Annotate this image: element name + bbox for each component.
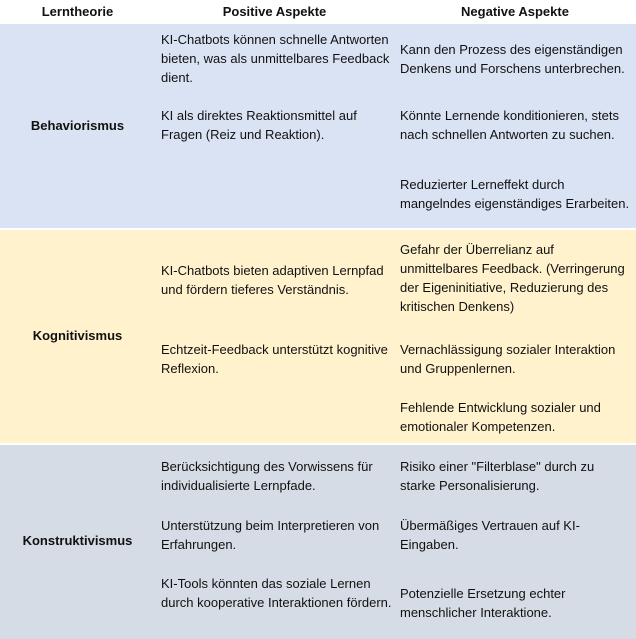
row-divider (0, 228, 636, 230)
positive-aspect: Echtzeit-Feedback unterstützt kognitive Reflexion. (161, 342, 388, 376)
theory-kognitivismus: Kognitivismus (32, 328, 123, 343)
header-positive-aspekte: Positive Aspekte (222, 4, 327, 19)
header-lerntheorie: Lerntheorie (41, 4, 114, 19)
negative-aspect: Fehlende Entwicklung sozialer und emotionaler Kompetenzen. (400, 400, 601, 434)
header-negative-aspekte: Negative Aspekte (461, 4, 569, 19)
negative-aspect: Reduzierter Lerneffekt durch mangelndes eigenständiges Erarbeiten. (400, 177, 630, 211)
positive-aspect: Berücksichtigung des Vorwissens für individualisierte Lernpfade. (161, 459, 373, 493)
positive-aspect: KI als direktes Reaktionsmittel auf Fragen (Reiz und Reaktion). (161, 108, 357, 142)
negative-aspect: Risiko einer "Filterblase" durch zu starke Personalisierung. (400, 459, 595, 493)
theory-konstruktivismus: Konstruktivismus (22, 533, 133, 548)
negative-aspect: Gefahr der Überrelianz auf unmittelbares Feedback. (Verringerung der Eigeninitiative, Reduzierung des kritischen Denkens) (400, 242, 625, 314)
row-divider (0, 443, 636, 445)
negative-aspect: Vernachlässigung sozialer Interaktion und Gruppenlernen. (400, 342, 616, 376)
positive-aspect: Unterstützung beim Interpretieren von Erfahrungen. (161, 518, 380, 552)
positive-aspect: KI-Tools könnten das soziale Lernen durch kooperative Interaktionen fördern. (161, 576, 392, 610)
positive-aspect: KI-Chatbots können schnelle Antworten bieten, was als unmittelbares Feedback dient. (161, 32, 390, 85)
positive-aspect: KI-Chatbots bieten adaptiven Lernpfad und fördern tieferes Verständnis. (161, 263, 384, 297)
negative-aspect: Kann den Prozess des eigenständigen Denkens und Forschens unterbrechen. (400, 42, 625, 76)
negative-aspect: Übermäßiges Vertrauen auf KI- Eingaben. (400, 518, 580, 552)
negative-aspect: Potenzielle Ersetzung echter menschlicher Interaktione. (400, 586, 566, 620)
negative-aspect: Könnte Lernende konditionieren, stets nach schnellen Antworten zu suchen. (400, 108, 619, 142)
theory-behaviorismus: Behaviorismus (30, 118, 125, 133)
